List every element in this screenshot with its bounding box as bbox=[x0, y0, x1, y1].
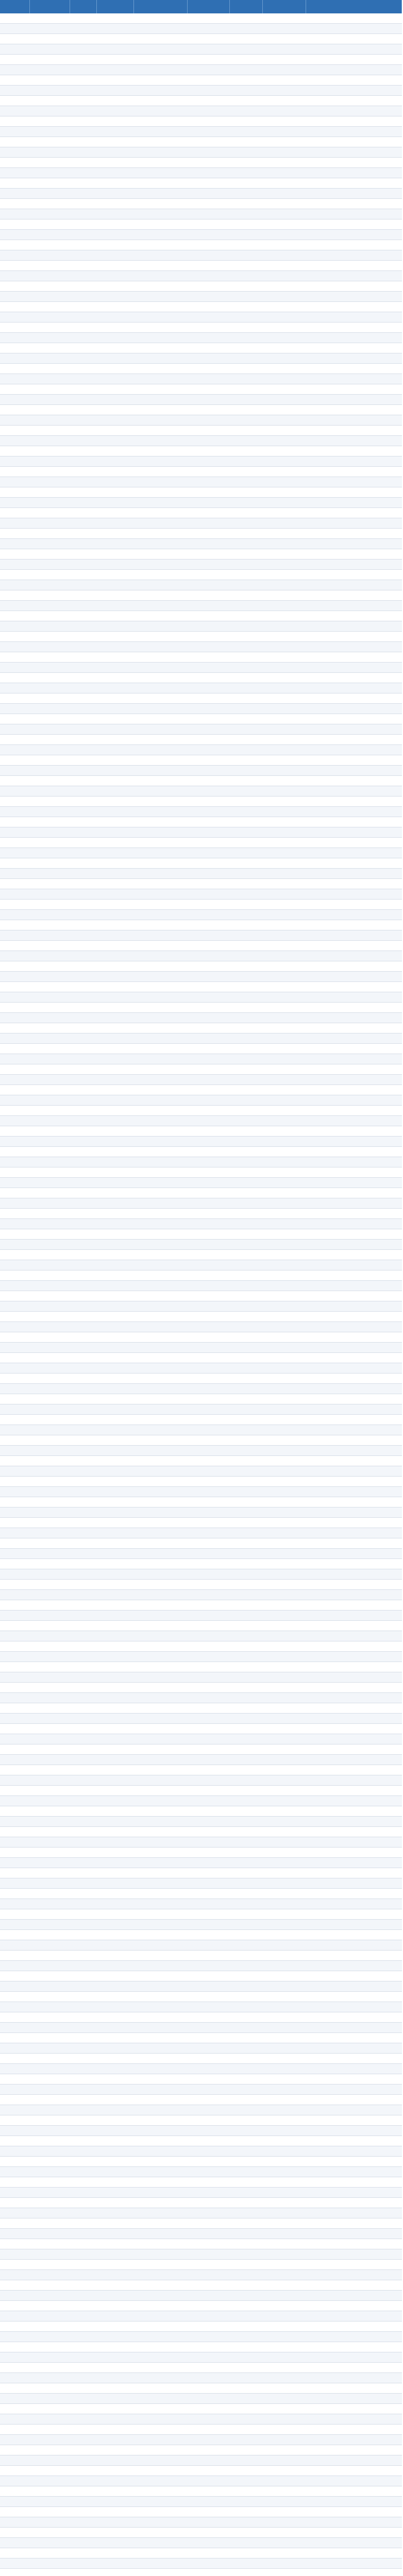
column-header-4[interactable] bbox=[97, 0, 134, 13]
column-header-9[interactable] bbox=[306, 0, 402, 13]
column-header-6[interactable] bbox=[188, 0, 230, 13]
column-header-7[interactable] bbox=[230, 0, 263, 13]
column-header-1[interactable] bbox=[0, 0, 30, 13]
column-header-8[interactable] bbox=[263, 0, 306, 13]
table-rows-background bbox=[0, 13, 402, 2576]
column-header-2[interactable] bbox=[30, 0, 70, 13]
column-header-5[interactable] bbox=[134, 0, 188, 13]
column-header-3[interactable] bbox=[70, 0, 97, 13]
